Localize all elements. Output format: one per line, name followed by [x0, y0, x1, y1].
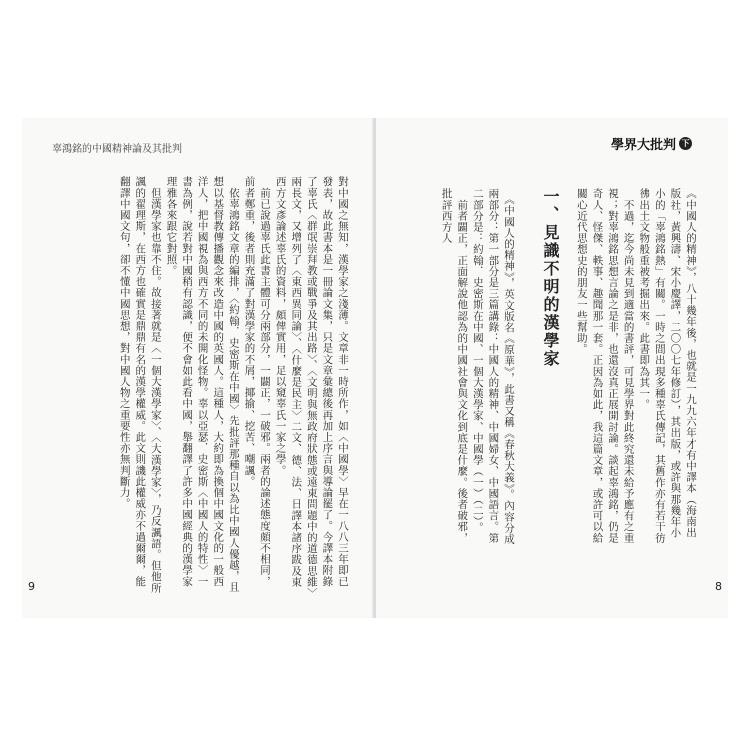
left-page-body: 對中國之無知，漢學家之淺薄。文章非一時所作，如〈中國學〉早在一八八三年即已發表，故此書本是一冊論文集，只是文章彙總後再加上序言與導論罷了。今譯本附錄了辜氏〈群氓崇拜教或戰爭及其出路〉、〈文明與無政府狀態或遠東問題中的道德思維〉兩長文，又增列了〈東西異同論〉、〈什麼是民主〉二文、德、法、日譯本諸序跋及東西方文彥論述辜氏的資料，頗俾實用，足以窺辜氏一家之學。 前已說過辜氏此書主體可分兩部分，一闢正，一破邪。兩者的論述態度頗不相同，前者鄭重，後者則充滿了對漢學家的不屑，揶揄、挖苦、嘲諷。 依辜鴻銘文章的編排，〈約翰．史密斯在中國〉先批評那種自以為比中國人優越，且想以基督教傳播觀念來改造中國的英國人。這種人，大約即為換個中國文化的一般西洋人，把中國視為與西方不同的未開化怪物。辜以亞瑟．史密斯〈中國人的特性〉一書為例，說若對中國稍有認識，便不會如此看中國，舉翻譯了許多中國經典的漢學家理雅各來跟它對照。 但漢學家也靠不住。故接著就是〈一個大漢學家〉、〈大漢學家〉，乃反諷語。但他所諷的翟理斯，在西方也確實是鼎鼎有名的漢學權威。此文則譏此權威亦不過爾爾，能翻譯中國文句，卻不懂中國思想，對中國人物之重要性亦無判斷力。: [118, 176, 349, 594]
right-page-section-body: 《中國人的精神》，英文版名《原華》，此書又稱《春秋大義》。內容分成兩部分：第一部分是三篇講錄：中國人的精神、中國婦女、中國語言。第二部分是：約翰．史密斯在中國、一個大漢學家、中國學（一）（二）。 前者闢正，正面解說他認為的中國社會與文化到底是什麼。後者破邪，批評西方人: [440, 188, 515, 545]
left-page: [22, 118, 374, 618]
right-page-intro: 《中國人的精神》，八十幾年後，也就是一九九六年才有中譯本（海南出版社，黃興濤、宋小慶譯，二〇〇七年修訂），其出版，或許與那幾年小小的「辜鴻銘熱」有關。一時之間出現多種辜氏傳記，其舊作亦有若干彷彿出土文物般重被考掘出來。此書即為其一。 不過，迄今尚未見到適當的書評，可見學界對此終究還未給予應有之重視；對辜鴻銘思想言論之是非，也還沒真正展開討論。談起辜鴻銘，仍是奇人、怪傑、軼事、趣聞那一套。正因為如此，我這篇文章，或許可以給關心近代思想史的朋友一些幫助。: [575, 188, 697, 544]
volume-badge: 下: [679, 137, 692, 150]
section-heading: 一、見識不明的漢學家: [541, 188, 560, 368]
running-head-left: 辜鴻銘的中國精神論及其批判: [52, 144, 182, 155]
running-head-right: [611, 134, 692, 153]
right-page-number: 8: [715, 580, 722, 593]
running-head-title: 學界大批判: [610, 138, 676, 153]
left-page-number: 9: [28, 580, 35, 593]
right-page: [376, 118, 728, 618]
